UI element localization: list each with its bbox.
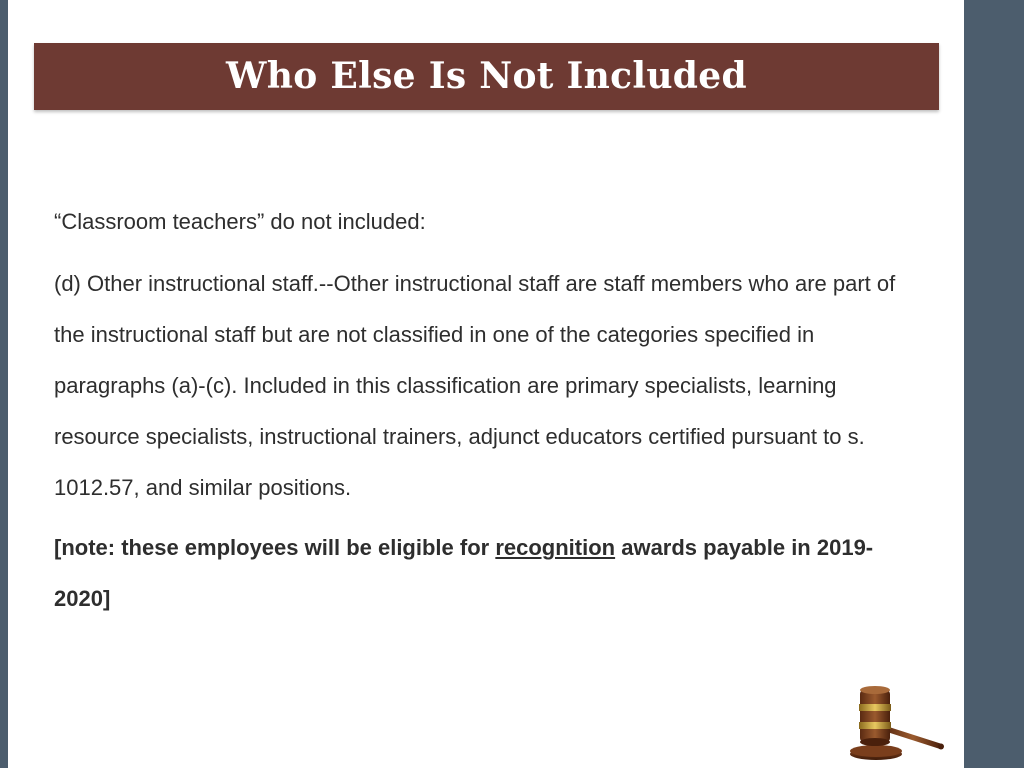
note-suffix: awards payable in 2019-2020] — [54, 535, 874, 611]
intro-text: “Classroom teachers” do not included: — [54, 209, 426, 234]
note-paragraph — [54, 522, 924, 624]
slide-title: Who Else Is Not Included — [226, 54, 747, 97]
title-banner — [34, 43, 939, 110]
left-accent-bar — [0, 0, 8, 768]
right-accent-bar — [964, 0, 1024, 768]
definition-paragraph: (d) Other instructional staff.--Other instructional staff are staff members who are part of the instructional staff but are not classified in one of the categories specified in paragraphs (a)-(c). Included in this classification are primary specialists, learning resource specialists, instructional trainers, adjunct educators certified pursuant to s. 1012.57, and similar positions. — [54, 271, 896, 500]
note-prefix: [note: these employees will be eligible for — [54, 535, 496, 560]
slide-body — [54, 200, 924, 624]
gavel-icon — [840, 682, 950, 762]
note-emphasis: recognition — [495, 535, 616, 560]
